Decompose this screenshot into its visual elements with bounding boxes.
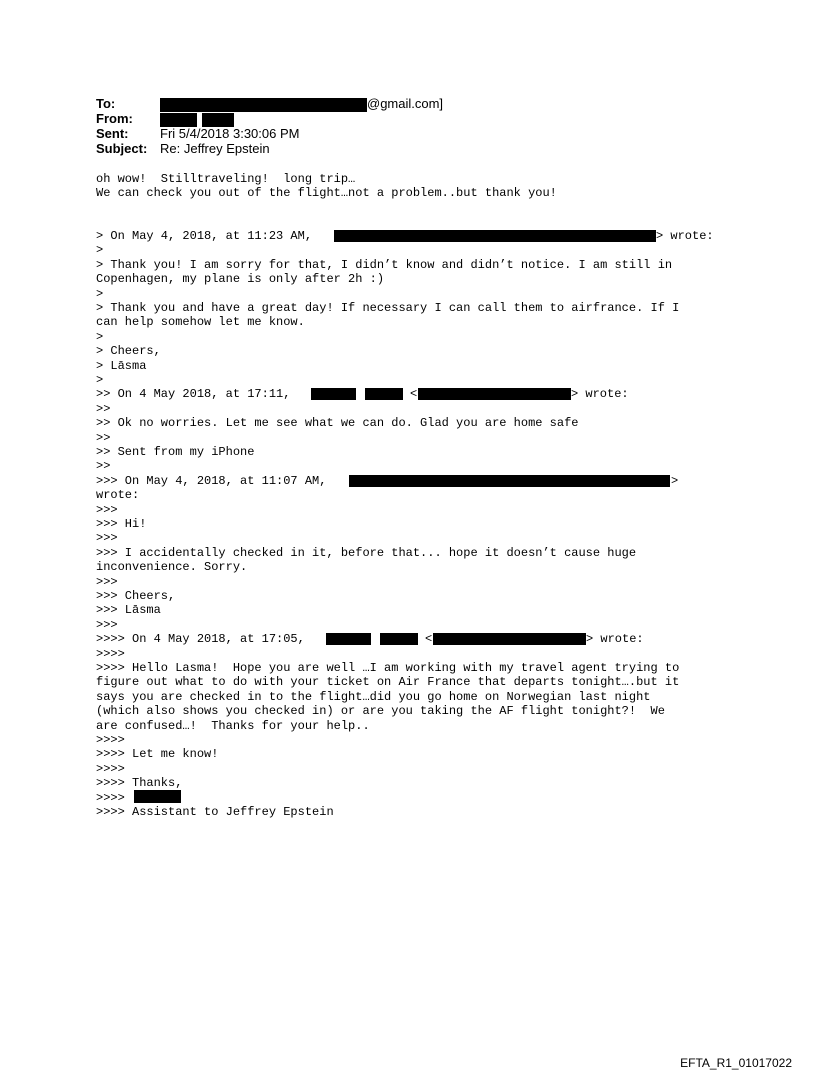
quote-line: says you are checked in to the flight…did you go home on Norwegian last night [96, 690, 651, 704]
quote-line: wrote: [96, 488, 140, 502]
quote-line: > On May 4, 2018, at 11:23 AM, [96, 229, 313, 243]
quote-line: >>> [96, 503, 118, 517]
redaction-block [433, 633, 586, 645]
to-row [96, 96, 443, 112]
quote-line: >>>> Thanks, [96, 776, 183, 790]
quote-line: >> Sent from my iPhone [96, 445, 255, 459]
quote-line: > Lāsma [96, 359, 147, 373]
gt-bracket: > [671, 474, 679, 488]
quote-line: inconvenience. Sorry. [96, 560, 248, 574]
sent-row [96, 126, 299, 141]
from-label: From: [96, 111, 133, 126]
quote-line: >> [96, 402, 111, 416]
wrote-suffix: > wrote: [571, 387, 629, 401]
quote-line: >> [96, 459, 111, 473]
redaction-block [418, 388, 571, 400]
quote-line: (which also shows you checked in) or are you taking the AF flight tonight?! We [96, 704, 665, 718]
redaction-block [311, 388, 356, 400]
quote-line: >> [96, 431, 111, 445]
redaction-block [349, 475, 670, 487]
quote-line: figure out what to do with your ticket on Air France that departs tonight….but it [96, 675, 680, 689]
quote-line: >>>> [96, 791, 125, 805]
redaction-block [326, 633, 371, 645]
quote-line: >>>> Hello Lasma! Hope you are well …I am working with my travel agent trying to [96, 661, 680, 675]
quote-line: >>>> [96, 762, 125, 776]
quote-line: >>> Lāsma [96, 603, 161, 617]
quote-line: > [96, 330, 104, 344]
quote-line: >>> Hi! [96, 517, 147, 531]
lt-bracket: < [410, 387, 418, 401]
quote-line: >>> Cheers, [96, 589, 176, 603]
quote-line: > [96, 373, 104, 387]
to-label: To: [96, 96, 116, 111]
to-email-suffix: @gmail.com] [367, 96, 444, 111]
document-id: EFTA_R1_01017022 [680, 1056, 792, 1070]
wrote-suffix: > wrote: [586, 632, 644, 646]
redaction-block [202, 113, 234, 127]
quote-line: >>> [96, 531, 118, 545]
quote-line: >> Ok no worries. Let me see what we can do. Glad you are home safe [96, 416, 579, 430]
subject-value: Re: Jeffrey Epstein [160, 141, 270, 156]
quote-line: >>>> Assistant to Jeffrey Epstein [96, 805, 334, 819]
redaction-block [160, 98, 367, 112]
body-line: We can check you out of the flight…not a problem..but thank you! [96, 186, 557, 200]
quote-line: >>>> [96, 733, 125, 747]
wrote-suffix: > wrote: [656, 229, 714, 243]
redaction-block [334, 230, 656, 242]
sent-label: Sent: [96, 126, 129, 141]
quote-line: can help somehow let me know. [96, 315, 305, 329]
subject-row [96, 141, 270, 156]
redaction-block [365, 388, 403, 400]
quote-line: are confused…! Thanks for your help.. [96, 719, 370, 733]
quote-line: > Thank you! I am sorry for that, I didn’t know and didn’t notice. I am still in [96, 258, 673, 272]
quote-line: >>> On May 4, 2018, at 11:07 AM, [96, 474, 327, 488]
quote-line: > [96, 287, 104, 301]
quote-line: Copenhagen, my plane is only after 2h :) [96, 272, 385, 286]
redaction-block [380, 633, 418, 645]
quote-line: > [96, 243, 104, 257]
quote-line: >>>> [96, 647, 125, 661]
quote-line: >>> I accidentally checked in it, before that... hope it doesn’t cause huge [96, 546, 637, 560]
quote-line: >>> [96, 575, 118, 589]
quote-line: > Cheers, [96, 344, 161, 358]
quote-line: >>>> On 4 May 2018, at 17:05, [96, 632, 305, 646]
quote-line: >> On 4 May 2018, at 17:11, [96, 387, 291, 401]
quote-line: >>>> Let me know! [96, 747, 219, 761]
quote-line: > Thank you and have a great day! If necessary I can call them to airfrance. If I [96, 301, 680, 315]
quote-line: >>> [96, 618, 118, 632]
body-line: oh wow! Stilltraveling! long trip… [96, 172, 356, 186]
from-row [96, 111, 234, 127]
sent-value: Fri 5/4/2018 3:30:06 PM [160, 126, 300, 141]
subject-label: Subject: [96, 141, 148, 156]
redaction-block [160, 113, 197, 127]
lt-bracket: < [425, 632, 433, 646]
redaction-block [134, 790, 181, 803]
